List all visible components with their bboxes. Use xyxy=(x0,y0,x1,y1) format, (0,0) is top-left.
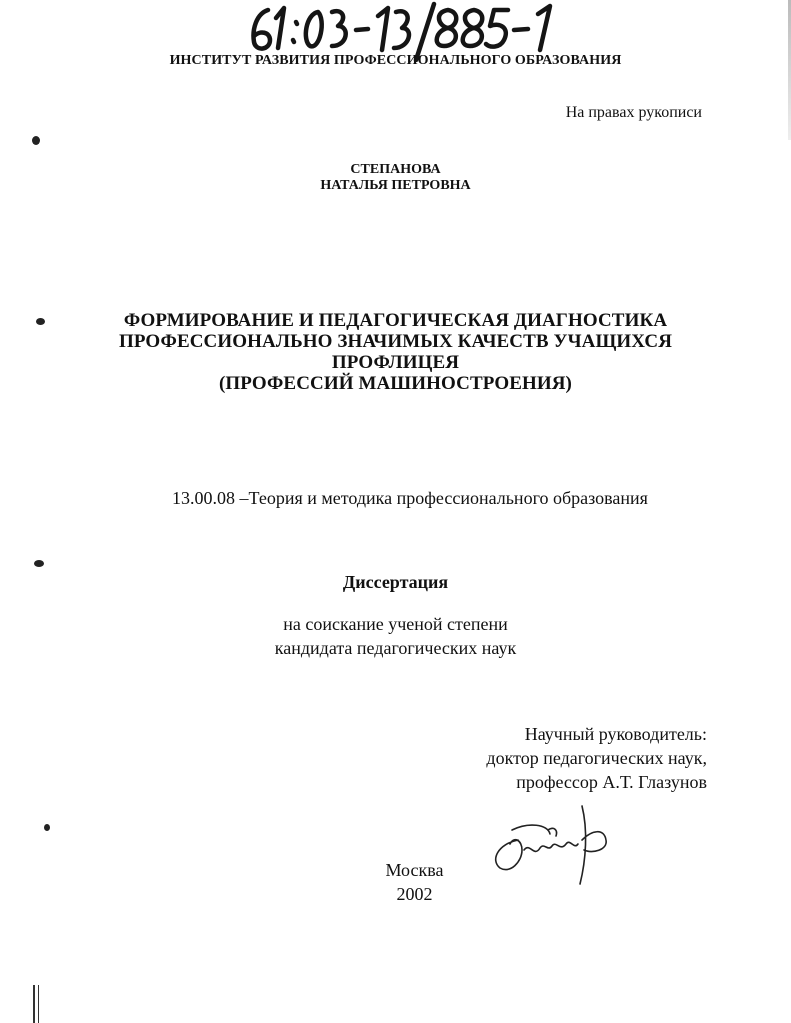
document-type: Диссертация xyxy=(342,572,449,592)
title-line: ПРОФЛИЦЕЯ xyxy=(331,352,460,373)
advisor-line: доктор педагогических наук, xyxy=(486,748,707,768)
author-surname: СТЕПАНОВА xyxy=(350,162,441,177)
scan-mark xyxy=(32,136,40,145)
title-line: (ПРОФЕССИЙ МАШИНОСТРОЕНИЯ) xyxy=(219,373,572,394)
scan-edge-mark xyxy=(38,985,39,1023)
degree-line: кандидата педагогических наук xyxy=(274,638,517,658)
scan-edge-mark xyxy=(33,985,35,1023)
author-block xyxy=(0,162,791,194)
institute-name: ИНСТИТУТ РАЗВИТИЯ ПРОФЕССИОНАЛЬНОГО ОБРАЗОВАНИЯ xyxy=(169,53,622,68)
place-and-year xyxy=(0,858,791,906)
city: Москва xyxy=(385,860,444,880)
year: 2002 xyxy=(396,884,433,904)
advisor-line: Научный руководитель: xyxy=(524,724,707,744)
specialty-code: 13.00.08 –Теория и методика профессионального образования xyxy=(172,488,648,508)
title-line: ПРОФЕССИОНАЛЬНО ЗНАЧИМЫХ КАЧЕСТВ УЧАЩИХСЯ xyxy=(118,331,673,352)
degree-line: на соискание ученой степени xyxy=(283,614,508,634)
manuscript-rights-note: На правах рукописи xyxy=(565,104,702,121)
degree-statement xyxy=(0,612,791,660)
advisor-line: профессор А.Т. Глазунов xyxy=(516,772,707,792)
dissertation-title xyxy=(0,310,791,394)
author-given-names: НАТАЛЬЯ ПЕТРОВНА xyxy=(320,178,471,193)
title-line: ФОРМИРОВАНИЕ И ПЕДАГОГИЧЕСКАЯ ДИАГНОСТИКА xyxy=(123,310,668,331)
scan-mark xyxy=(36,318,45,325)
scan-mark xyxy=(44,824,50,831)
scan-mark xyxy=(34,560,44,567)
scientific-advisor xyxy=(486,722,707,794)
